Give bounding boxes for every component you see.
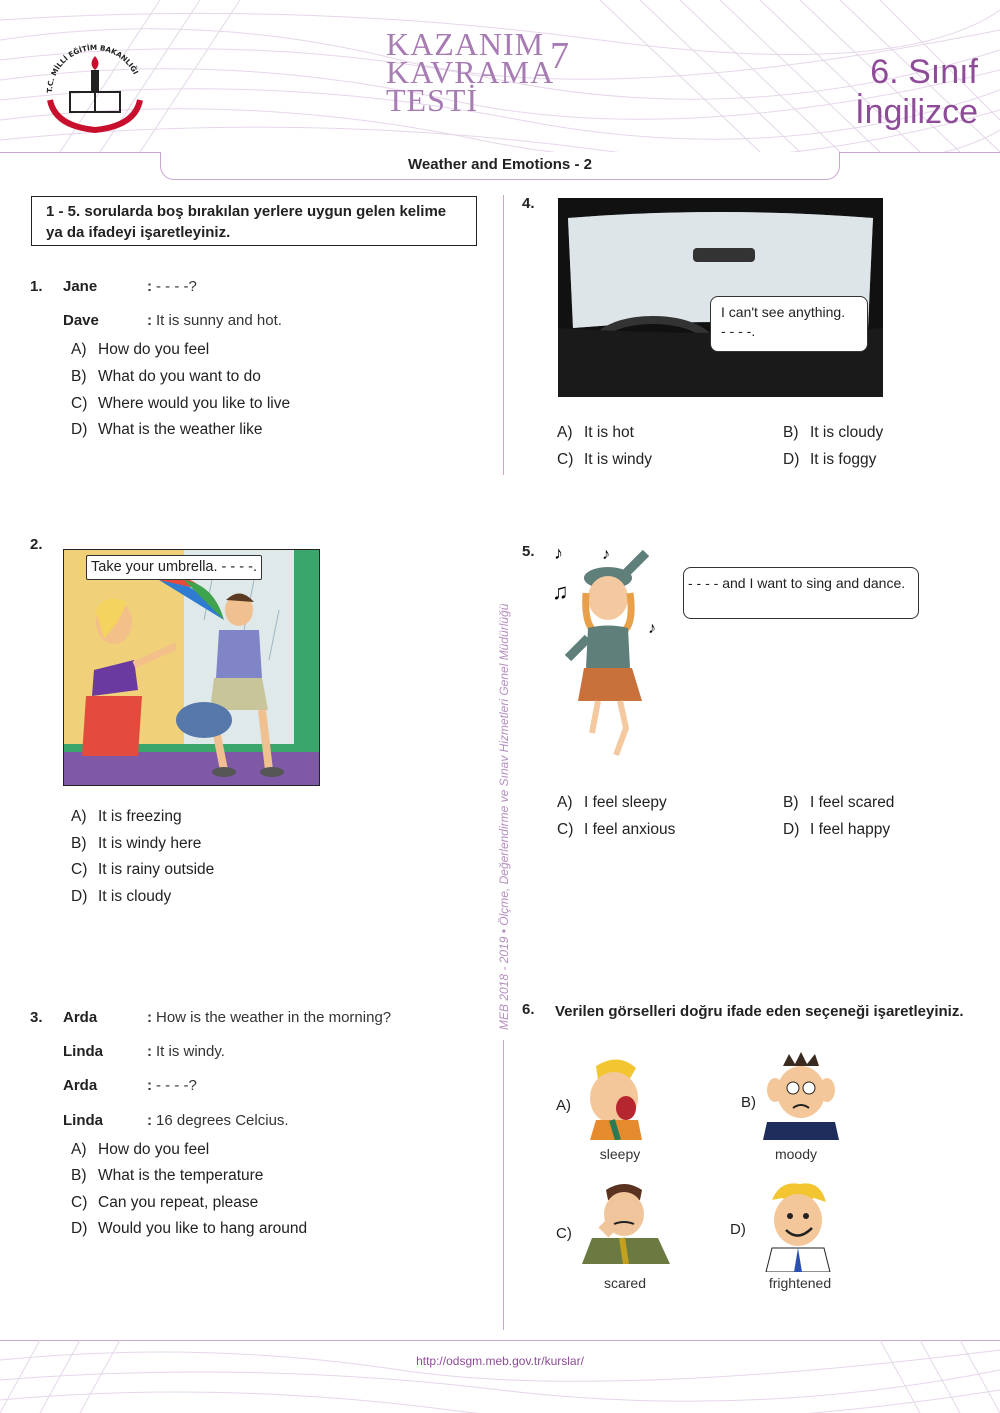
yawning-face-image: [578, 1056, 654, 1140]
tired-man-image: [578, 1180, 676, 1264]
q4-option-c[interactable]: C) It is windy: [557, 451, 653, 468]
q2-option-b[interactable]: B) It is windy here: [71, 835, 202, 852]
q3-option-a[interactable]: A) How do you feel: [71, 1141, 210, 1158]
q1-option-c[interactable]: C) Where would you like to live: [71, 395, 291, 412]
q2-option-a[interactable]: A) It is freezing: [71, 808, 182, 825]
question-number-2: 2.: [30, 536, 43, 553]
q5-option-b[interactable]: B) I feel scared: [783, 794, 895, 811]
q3-line-3: : - - - -?: [147, 1077, 197, 1094]
smiling-boy-image: [760, 1180, 834, 1272]
q3-speaker-4: Linda: [63, 1112, 103, 1129]
test-number: 7: [550, 35, 570, 77]
q3-speaker-1: Arda: [63, 1009, 98, 1026]
q3-line-1: : How is the weather in the morning?: [147, 1009, 392, 1026]
q2-option-d[interactable]: D) It is cloudy: [71, 888, 172, 905]
q1-option-b[interactable]: B) What do you want to do: [71, 368, 261, 385]
instructions-box: 1 - 5. sorularda boş bırakılan yerlere uygun gelen kelime ya da ifadeyi işaretleyiniz.: [31, 196, 477, 246]
series-logo: [386, 26, 626, 120]
q4-option-a[interactable]: A) It is hot: [557, 424, 634, 441]
svg-text:♪: ♪: [648, 620, 656, 637]
ministry-logo: [40, 38, 150, 133]
q6-option-b-letter[interactable]: B): [741, 1094, 756, 1111]
q2-speech-bubble: Take your umbrella. - - - -.: [86, 555, 262, 580]
q6-caption-c: scared: [603, 1275, 647, 1291]
question-number-3: 3.: [30, 1009, 43, 1026]
q3-speaker-2: Linda: [63, 1043, 103, 1060]
q5-option-d[interactable]: D) I feel happy: [783, 821, 891, 838]
question-number-4: 4.: [522, 195, 535, 212]
q6-option-d-letter[interactable]: D): [730, 1221, 746, 1238]
footer-background: [0, 1340, 1000, 1413]
svg-text:T.C. MİLLİ EĞİTİM BAKANLIĞI: T.C. MİLLİ EĞİTİM BAKANLIĞI: [44, 42, 141, 94]
q3-line-2: : It is windy.: [147, 1043, 225, 1060]
footer-link[interactable]: http://odsgm.meb.gov.tr/kurslar/: [416, 1354, 584, 1368]
q6-caption-b: moody: [774, 1146, 818, 1162]
q5-speech-bubble: - - - - and I want to sing and dance.: [683, 567, 919, 619]
question-number-5: 5.: [522, 543, 535, 560]
q4-speech-bubble: [710, 296, 868, 352]
q1-line-1: : - - - -?: [147, 278, 197, 295]
subject-label: İngilizce: [855, 93, 978, 131]
q1-option-d[interactable]: D) What is the weather like: [71, 421, 263, 438]
dancing-girl-image: [548, 543, 673, 763]
series-title-line-1: KAZANIM: [386, 26, 545, 62]
q3-speaker-3: Arda: [63, 1077, 98, 1094]
column-divider-top: [503, 195, 504, 475]
svg-text:♫: ♫: [552, 579, 569, 604]
q1-line-2: : It is sunny and hot.: [147, 312, 282, 329]
umbrella-scene-image: [63, 549, 320, 786]
page-title: Weather and Emotions - 2: [160, 152, 840, 180]
worried-face-image: [763, 1052, 839, 1140]
q3-option-b[interactable]: B) What is the temperature: [71, 1167, 264, 1184]
q4-bubble-line-2: - - - -.: [721, 323, 756, 339]
q6-question-text: Verilen görselleri doğru ifade eden seçeneği işaretleyiniz.: [555, 1003, 964, 1020]
q3-line-4: : 16 degrees Celcius.: [147, 1112, 289, 1129]
question-number-1: 1.: [30, 278, 43, 295]
q5-option-a[interactable]: A) I feel sleepy: [557, 794, 667, 811]
column-divider-bottom: [503, 1040, 504, 1330]
q5-option-c[interactable]: C) I feel anxious: [557, 821, 676, 838]
svg-text:♪: ♪: [554, 543, 563, 563]
grade-label: 6. Sınıf: [870, 53, 978, 91]
question-number-6: 6.: [522, 1001, 535, 1018]
series-title-line-2: KAVRAMA: [386, 54, 555, 90]
q4-option-b[interactable]: B) It is cloudy: [783, 424, 884, 441]
q6-caption-d: frightened: [768, 1275, 832, 1291]
q3-option-c[interactable]: C) Can you repeat, please: [71, 1194, 259, 1211]
q4-bubble-line-1: I can't see anything.: [721, 304, 846, 320]
q1-option-a[interactable]: A) How do you feel: [71, 341, 210, 358]
q6-caption-a: sleepy: [599, 1146, 641, 1162]
q6-option-a-letter[interactable]: A): [556, 1097, 571, 1114]
q1-speaker-2: Dave: [63, 312, 99, 329]
series-title-line-3: TESTİ: [386, 82, 479, 118]
q6-option-c-letter[interactable]: C): [556, 1225, 572, 1242]
q1-speaker-1: Jane: [63, 278, 98, 295]
q3-option-d[interactable]: D) Would you like to hang around: [71, 1220, 308, 1237]
q2-option-c[interactable]: C) It is rainy outside: [71, 861, 215, 878]
q4-option-d[interactable]: D) It is foggy: [783, 451, 877, 468]
side-credit: MEB 2018 - 2019 • Ölçme, Değerlendirme ve Sınav Hizmetleri Genel Müdürlüğü: [497, 603, 511, 1030]
svg-text:♪: ♪: [602, 546, 610, 563]
